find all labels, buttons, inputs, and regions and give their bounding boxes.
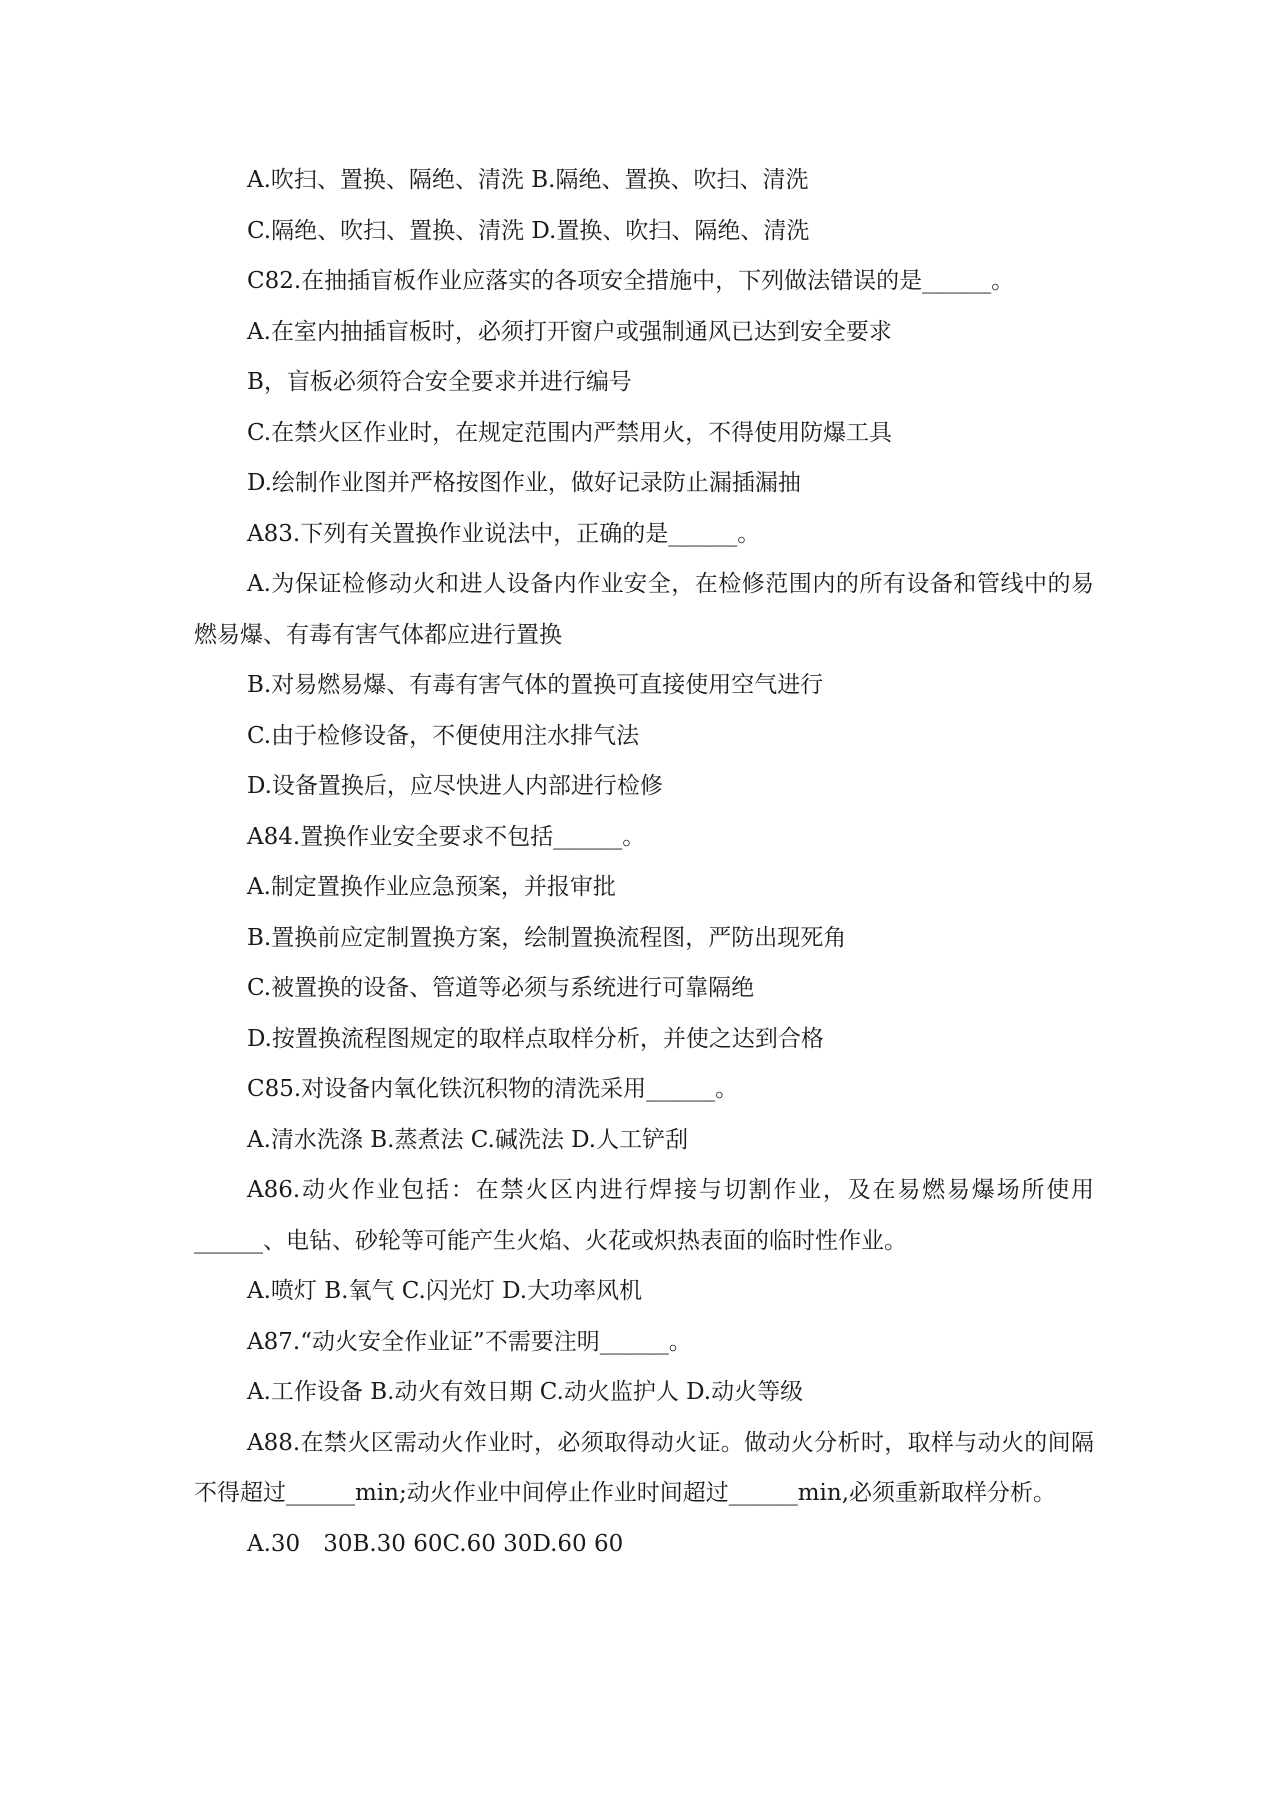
document-body xyxy=(194,155,1094,1569)
options-a88: A.30 30B.30 60C.60 30D.60 60 xyxy=(247,1530,624,1557)
question-c85: C85.对设备内氧化铁沉积物的清洗采用______。 xyxy=(247,1076,739,1102)
question-a83: A83.下列有关置换作业说法中，正确的是______。 xyxy=(247,520,761,547)
option-a84-c: C.被置换的设备、管道等必须与系统进行可靠隔绝 xyxy=(247,975,755,1001)
option-a84-b: B.置换前应定制置换方案，绘制置换流程图，严防出现死角 xyxy=(247,924,847,951)
options-q81-line1: A.吹扫、置换、隔绝、清洗 B.隔绝、置换、吹扫、清洗 xyxy=(247,167,809,193)
question-a88: A88.在禁火区需动火作业时，必须取得动火证。做动火分析时，取样与动火的间隔不得超过______min;动火作业中间停止作业时间超过______min,必须重新取样分析。 xyxy=(194,1429,1094,1506)
option-a84-a: A.制定置换作业应急预案，并报审批 xyxy=(247,874,616,900)
options-q81-line2: C.隔绝、吹扫、置换、清洗 D.置换、吹扫、隔绝、清洗 xyxy=(247,217,810,244)
options-a87: A.工作设备 B.动火有效日期 C.动火监护人 D.动火等级 xyxy=(247,1379,804,1405)
option-a83-b: B.对易燃易爆、有毒有害气体的置换可直接使用空气进行 xyxy=(247,672,824,698)
option-a84-d: D.按置换流程图规定的取样点取样分析，并使之达到合格 xyxy=(247,1025,824,1052)
option-c82-a: A.在室内抽插盲板时，必须打开窗户或强制通风已达到安全要求 xyxy=(247,318,892,345)
option-a83-c: C.由于检修设备，不便使用注水排气法 xyxy=(247,722,640,749)
option-c82-b: B，盲板必须符合安全要求并进行编号 xyxy=(247,369,632,395)
question-a84: A84.置换作业安全要求不包括______。 xyxy=(247,823,646,850)
question-a87: A87.“动火安全作业证”不需要注明______。 xyxy=(247,1328,692,1355)
option-c82-d: D.绘制作业图并严格按图作业，做好记录防止漏插漏抽 xyxy=(247,470,801,496)
options-a86: A.喷灯 B.氧气 C.闪光灯 D.大功率风机 xyxy=(247,1278,643,1304)
option-a83-d: D.设备置换后，应尽快进人内部进行检修 xyxy=(247,773,663,799)
question-c82: C82.在抽插盲板作业应落实的各项安全措施中，下列做法错误的是______。 xyxy=(247,268,1015,294)
option-c82-c: C.在禁火区作业时，在规定范围内严禁用火，不得使用防爆工具 xyxy=(247,419,893,446)
options-c85: A.清水洗涤 B.蒸煮法 C.碱洗法 D.人工铲刮 xyxy=(247,1126,689,1153)
question-a86: A86.动火作业包括：在禁火区内进行焊接与切割作业，及在易燃易爆场所使用______、电钻、砂轮等可能产生火焰、火花或炽热表面的临时性作业。 xyxy=(194,1177,1094,1254)
option-a83-a: A.为保证检修动火和进人设备内作业安全，在检修范围内的所有设备和管线中的易燃易爆、有毒有害气体都应进行置换 xyxy=(194,571,1094,648)
